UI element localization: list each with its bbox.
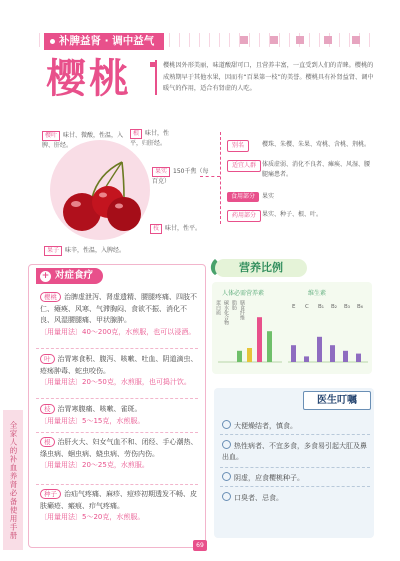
remedy-usage: 〔用量用法〕20～50克，水煎服，也可捣汁饮。 [40,378,191,386]
doctor-title: 医生叮嘱 [303,391,371,410]
remedy-part: 樱桃 [40,292,61,302]
nutrition-chart [212,296,372,372]
side-tab: 全家人的补血养肾必备使用手册 [3,410,23,550]
chart-bar [267,331,272,362]
chart-tick-label: E [292,304,296,310]
suitable-key: 适宜人群 [227,160,261,172]
alias-key: 别名 [227,140,249,152]
edible-value: 果实 [262,193,275,200]
doctor-tip-text: 口臭者、忌食。 [234,494,283,502]
doctor-tip [222,420,368,432]
remedy-part: 根 [40,437,55,447]
branch-key: 枝 [150,224,162,234]
seed-desc: 味辛，性温，入脾经。 [65,247,126,254]
deco-square [324,36,332,44]
chart-axis-label: 碳水化合物 [223,300,229,325]
vitamin-label: 维生素 [308,290,327,297]
chart-axis-label: 膳食纤维 [239,300,245,320]
section-tag [44,33,164,50]
deco-square [240,36,248,44]
remedy-part: 枝 [40,404,55,414]
page-number: 69 [193,540,207,551]
chart-bar [304,356,309,362]
bullet-icon [222,492,231,501]
doctor-tip-text: 阴虚，应食樱桃种子。 [234,474,304,482]
bullet-icon [222,440,231,449]
medicinal-value: 果实、种子、根、叶。 [262,211,323,218]
chart-bar [247,348,252,362]
remedy-text: 治胃寒腹痛、咳嗽、雀斑。 [57,405,142,413]
edible-key: 食用部分 [227,192,259,202]
chart-bar [257,317,262,362]
remedy-text: 治脾虚泄泻、肾虚遗精、腰腿疼痛、四肢不仁、瘫痪、风寒、气滞胸闷、食欲不振、消化不良、风湿腰腿痛、甲状腺肿。 [40,293,197,324]
leaf-desc: 味甘、微酸，性温，入脾、肝经。 [42,132,124,149]
chart-tick-label: B₃ [344,304,350,310]
seed-key: 果子 [44,246,62,256]
remedy-title [36,268,103,284]
connector-line [200,176,220,177]
chart-bar [237,351,242,362]
remedy-entry [40,292,198,338]
seed-label [44,246,174,256]
chart-bar [356,354,361,362]
chart-tick-label: B₂ [331,304,337,310]
bracket-line [220,132,221,224]
chart-bar [343,351,348,362]
page-title: 樱桃 [46,55,132,102]
chart-axis-label: 脂肪 [231,300,237,310]
chart-bar [330,345,335,362]
root-key: 根 [130,129,142,139]
chart-bar [291,345,296,362]
chart-axis-label: 蛋白质 [215,300,221,315]
remedy-part: 叶 [40,354,55,364]
essential-label: 人体必需营养素 [222,290,265,297]
chart-bar [317,337,322,362]
deco-square [270,36,278,44]
remedy-entry [40,437,198,472]
fruit-desc: 150千焦（每百克） [152,168,209,185]
divider [36,432,198,433]
doctor-tip-text: 热性病者、不宜多食，多食易引起大肛及鼻出血。 [222,442,367,461]
chart-tick-label: C [305,304,309,310]
deco-square [296,36,304,44]
remedy-text: 治疝气疼痛、麻疹、痘疹初期透发不畅、皮肤癞疮、瘢痕、疖气疼痛。 [40,490,197,510]
bullet-icon [222,472,231,481]
remedy-entry [40,404,198,427]
doctor-tip [222,492,368,504]
root-label [130,129,180,149]
remedy-text: 治肝火大、妇女气血不和、闭经、手心潮热、绦虫病、蛔虫病、蛲虫病、劳伤内伤。 [40,438,198,458]
root-desc: 味甘，性平，归肝经。 [130,130,170,147]
intro-text: 樱桃因外形美丽，味道酸甜可口，且营养丰富，一直受到人们的青睐。樱桃的成熟期早于其他水果，因而有“百果第一枝”的美誉。樱桃具有补肾益肾、调中暖气的作用，适合有肾虚的人吃。 [155,60,375,95]
remedy-text: 治胃寒食积、腹泻、咳嗽、吐血、阴道滴虫、疮疡肿毒、蛇虫咬伤。 [40,355,198,375]
remedy-entry [40,489,198,524]
branch-label [150,224,210,234]
divider [36,398,198,399]
bullet-icon [50,39,55,44]
remedy-usage: 〔用量用法〕5～20克，水煎服。 [40,513,145,521]
plus-icon: + [41,271,50,281]
doctor-tip [222,440,368,463]
divider [36,348,198,349]
remedy-usage: 〔用量用法〕5～15克，水煎服。 [40,416,145,425]
divider [36,484,198,485]
cherry-illustration [52,158,148,240]
doctor-panel [214,388,374,538]
chart-tick-label: B₁ [318,304,324,310]
divider [220,486,370,487]
leaf-key: 樱叶 [42,131,60,141]
alias-value: 樱珠、朱樱、朱果、莺桃、含桃、荆桃。 [262,141,371,148]
branch-desc: 味甘，性平。 [165,225,202,232]
remedy-title-text: 对症食疗 [55,270,94,281]
remedy-usage: 〔用量用法〕20～25克，水煎服。 [40,461,149,469]
leaf-label [42,131,128,151]
bullet-icon [222,420,231,429]
divider [220,434,370,435]
section-label: 补脾益肾 · 调中益气 [59,35,155,47]
fruit-label [152,167,212,187]
remedy-usage: 〔用量用法〕40～200克，水煎服，也可以浸酒。 [40,327,196,336]
suitable-value: 体质虚弱、消化不良者、瘫痪、风湿、腰腿痛患者。 [262,161,371,178]
medicinal-key: 药用部分 [227,210,261,222]
chart-tick-label: B₆ [357,304,363,310]
nutrition-title: 营养比例 [215,259,307,277]
deco-square [352,36,360,44]
doctor-tip [222,472,368,484]
fruit-key: 果实 [152,167,170,177]
remedy-part: 种子 [40,489,61,499]
doctor-tip-text: 大便燥结者，慎食。 [234,422,297,430]
remedy-entry [40,354,198,389]
divider [220,467,370,468]
